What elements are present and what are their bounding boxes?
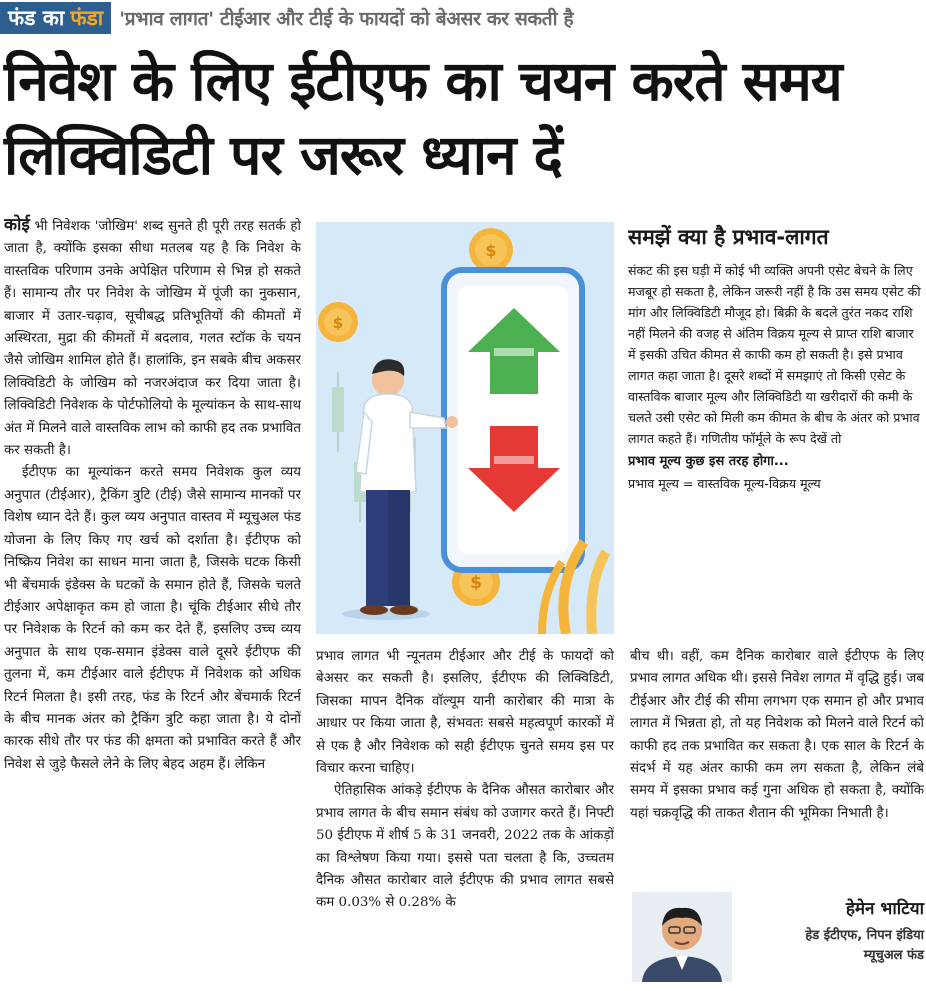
- tag-part1: फंड का: [8, 6, 65, 30]
- coin-icon: [318, 302, 358, 342]
- kicker: 'प्रभाव लागत' टीईआर और टीई के फायदों को बेअसर कर सकती है: [119, 8, 574, 30]
- headline: निवेश के लिए ईटीएफ का चयन करते समय लिक्विडिटी पर जरूर ध्यान दें: [4, 49, 842, 187]
- author-role-line: म्यूचुअल फंड: [863, 948, 924, 963]
- svg-text:$: $: [332, 314, 344, 332]
- author-name: हेमेन भाटिया: [845, 899, 924, 919]
- article-paragraph: बीच थी। वहीं, कम दैनिक कारोबार वाले ईटीएफ के लिए प्रभाव लागत अधिक थी। इससे निवेश लागत में वृद्धि हुई। जब टीईआर और टीई की सीमा लगभग एक समान हो और प्रभाव लागत में भिन्नता हो, तो यह निवेशक को मिलने वाले रिटर्न को काफी हद तक प्रभावित कर सकता है। एक साल के रिटर्न के संदर्भ में यह अंतर काफी कम लग सकता है, लेकिन लंबे समय में इसका प्रभाव कई गुना अधिक हो सकता है, क्योंकि यहां चक्रवृद्धि की ताकत शैतान की भूमिका निभाती है।: [630, 649, 924, 821]
- svg-text:$: $: [485, 241, 497, 260]
- svg-text:$: $: [470, 573, 482, 593]
- tag-part2: फंडा: [70, 6, 104, 30]
- article-column-3: [630, 646, 924, 886]
- article-column-1: [4, 214, 301, 984]
- explainer-title: समझें क्या है प्रभाव-लागत: [628, 225, 829, 249]
- article-column-2: [316, 646, 614, 986]
- top-bar: [0, 0, 926, 36]
- explainer-formula: प्रभाव मूल्य = वास्तविक मूल्य-विक्रय मूल्य: [628, 476, 821, 491]
- article-paragraph: ऐतिहासिक आंकड़े ईटीएफ के दैनिक औसत कारोबार और प्रभाव लागत के बीच समान संबंध को उजागर करते हैं। निफ्टी 50 ईटीएफ में शीर्ष 5 के 31 जनवरी, 2022 तक के आंकड़ों का विश्लेषण किया गया। इससे पता चलता है कि, उच्चतम दैनिक औसत कारोबार वाले ईटीएफ की प्रभाव लागत सबसे कम 0.03% से 0.28% के: [316, 783, 614, 911]
- dropcap: कोई: [4, 215, 30, 235]
- avatar: [632, 892, 732, 982]
- article-paragraph: [4, 214, 301, 462]
- explainer-box: [628, 222, 924, 634]
- author-photo: [632, 892, 732, 982]
- coin-icon: [469, 228, 513, 272]
- businessman-figure: [342, 359, 458, 620]
- author-role: [736, 926, 924, 966]
- article-paragraph: प्रभाव लागत भी न्यूनतम टीईआर और टीई के फायदों को बेअसर कर सकती है। इसलिए, ईटीएफ की लिक्विडिटी, जिसका मापन दैनिक वॉल्यूम यानी कारोबार की मात्रा के आधार पर किया जाता है, संभवतः सबसे महत्वपूर्ण कारकों में से एक है और निवेशक को सही ईटीएफ चुनते समय इस पर विचार करना चाहिए।: [316, 649, 614, 777]
- explainer-body: संकट की इस घड़ी में कोई भी व्यक्ति अपनी एसेट बेचने के लिए मजबूर हो सकता है, लेकिन जरूरी नहीं है कि उस समय एसेट की मांग और लिक्विडिटी मौजूद हो। बिक्री के बदले तुरंत नकद राशि नहीं मिलने की वजह से अंतिम विक्रय मूल्य से प्राप्त राशि बाजार में इसकी उचित कीमत से काफी कम हो सकती है। इसे प्रभाव लागत कहा जाता है। दूसरे शब्दों में समझाएं तो किसी एसेट के वास्तविक बाजार मूल्य और लिक्विडिटी या खरीदारों की कमी के चलते उसी एसेट को मिली कम कीमत के बीच के अंतर को प्रभाव लागत कहते हैं। गणितीय फॉर्मूले के रूप देखें तो: [628, 263, 921, 446]
- illustration: [316, 222, 614, 634]
- author-role-line: हेड ईटीएफ, निपन इंडिया: [805, 928, 924, 943]
- author-box: [632, 890, 924, 986]
- article-paragraph: ईटीएफ का मूल्यांकन करते समय निवेशक कुल व्यय अनुपात (टीईआर), ट्रैकिंग त्रुटि (टीई) जैसे सामान्य मानकों पर विशेष ध्यान देते हैं। कुल व्यय अनुपात वास्तव में म्यूचुअल फंड योजना के लिए किए गए खर्च को दर्शाता है। ईटीएफ को निष्क्रिय निवेश का साधन माना जाता है, जिसके घटक किसी भी बेंचमार्क इंडेक्स के घटकों के समान होते हैं, जिसके चलते टीईआर अपेक्षाकृत कम हो जाता है। चूंकि टीईआर सीधे तौर पर निवेशक के रिटर्न को कम कर देते हैं, इसलिए उच्च व्यय अनुपात के साथ एक-समान इंडेक्स वाले दूसरे ईटीएफ की तुलना में, कम टीईआर वाले ईटीएफ में निवेशक को अधिक रिटर्न मिलता है। इसी तरह, फंड के रिटर्न और बेंचमार्क रिटर्न के बीच मानक अंतर को ट्रैकिंग त्रुटि कहा जाता है। ये दोनों कारक सीधे तौर पर फंड की क्षमता को प्रभावित करते हैं और निवेश से जुड़े फैसले लेने के लिए बेहद अहम हैं। लेकिन: [4, 465, 301, 772]
- explainer-bold-line: प्रभाव मूल्य कुछ इस तरह होगा...: [628, 454, 789, 469]
- paragraph-text: भी निवेशक 'जोखिम' शब्द सुनते ही पूरी तरह सतर्क हो जाता है, क्योंकि इसका सीधा मतलब यह है कि निवेश के वास्तविक परिणाम उनके अपेक्षित परिणाम से भिन्न हो सकते हैं। सामान्य तौर पर निवेश के जोखिम में पूंजी का नुकसान, बाजार में उतार-चढ़ाव, सूचीबद्ध प्रतिभूतियों की कीमतों में अस्थिरता, मुद्रा की कीमतों में बदलाव, गलत स्टॉक के चयन जैसे जोखिम शामिल होते हैं। हालांकि, इन सबके बीच अकसर लिक्विडिटी के जोखिम को नजरअंदाज कर दिया जाता है। लिक्विडिटी निवेशक के पोर्टफोलियो के मूल्यांकन के साथ-साथ अंत में मिलने वाले वास्तविक लाभ को काफी हद तक प्रभावित कर सकती है।: [4, 219, 301, 459]
- column-tag: [0, 2, 111, 34]
- illustration-graphic: [316, 222, 614, 634]
